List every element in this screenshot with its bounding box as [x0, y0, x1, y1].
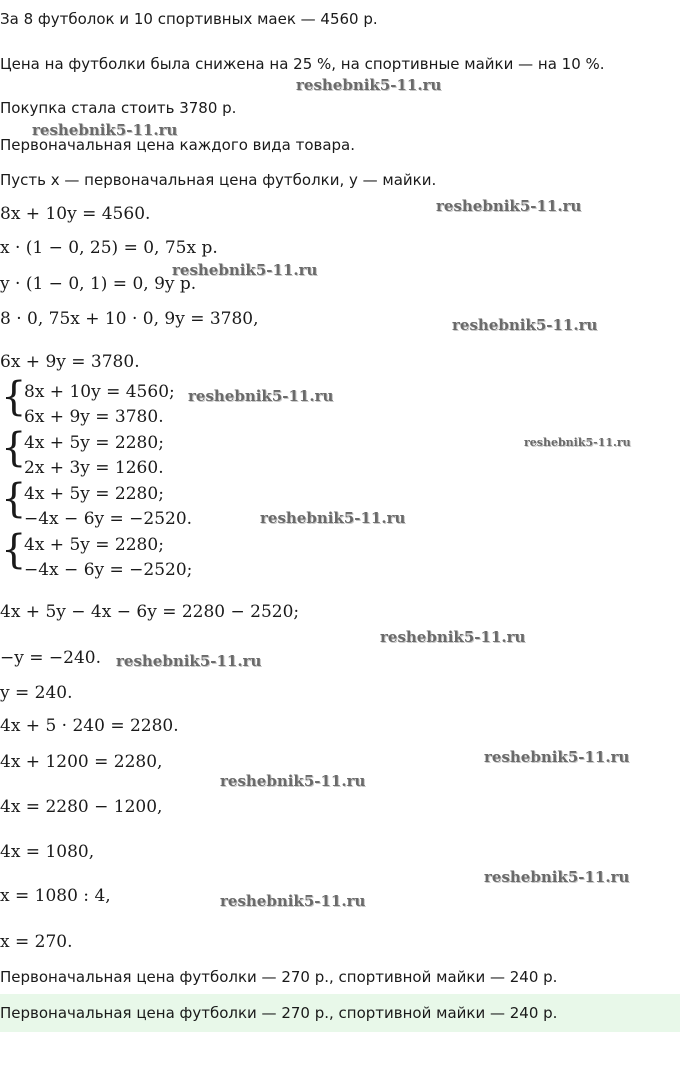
- answer-box: [0, 994, 680, 1032]
- equation-step: x = 1080 : 4,: [0, 886, 111, 906]
- equation-step: 4x + 1200 = 2280,: [0, 752, 163, 772]
- equation-step: y = 240.: [0, 683, 73, 703]
- equation-step: y · (1 − 0, 1) = 0, 9y р.: [0, 274, 197, 294]
- variable-definition: Пусть x — первоначальная цена футболки, y — майки.: [0, 171, 437, 189]
- watermark: reshebnik5-11.ru: [452, 316, 598, 334]
- watermark: reshebnik5-11.ru: [116, 652, 262, 670]
- watermark: reshebnik5-11.ru: [32, 121, 178, 139]
- equation-step: x = 270.: [0, 932, 73, 952]
- system-line: 2x + 3y = 1260.: [24, 458, 164, 478]
- watermark: reshebnik5-11.ru: [484, 748, 630, 766]
- watermark: reshebnik5-11.ru: [188, 387, 334, 405]
- answer-text: Первоначальная цена футболки — 270 р., спортивной майки — 240 р.: [0, 1004, 558, 1022]
- watermark: reshebnik5-11.ru: [436, 197, 582, 215]
- equation-step: x · (1 − 0, 25) = 0, 75x р.: [0, 238, 218, 258]
- watermark: reshebnik5-11.ru: [172, 261, 318, 279]
- equation-step: 4x + 5y − 4x − 6y = 2280 − 2520;: [0, 602, 300, 622]
- watermark: reshebnik5-11.ru: [380, 628, 526, 646]
- question-text: Первоначальная цена каждого вида товара.: [0, 136, 356, 154]
- watermark: reshebnik5-11.ru: [484, 868, 630, 886]
- system-brace: {: [1, 425, 27, 471]
- equation-step: −y = −240.: [0, 648, 101, 668]
- watermark: reshebnik5-11.ru: [296, 76, 442, 94]
- watermark: reshebnik5-11.ru: [220, 772, 366, 790]
- conclusion-text: Первоначальная цена футболки — 270 р., спортивной майки — 240 р.: [0, 968, 558, 986]
- system-line: −4x − 6y = −2520;: [24, 560, 193, 580]
- system-line: 4x + 5y = 2280;: [24, 433, 164, 453]
- system-line: 4x + 5y = 2280;: [24, 535, 164, 555]
- condition-text-2: Цена на футболки была снижена на 25 %, на спортивные майки — на 10 %.: [0, 55, 605, 73]
- condition-text-1: За 8 футболок и 10 спортивных маек — 4560 р.: [0, 10, 378, 28]
- watermark: reshebnik5-11.ru: [220, 892, 366, 910]
- system-line: 8x + 10y = 4560;: [24, 382, 175, 402]
- system-brace: {: [1, 476, 27, 522]
- equation-step: 4x + 5 · 240 = 2280.: [0, 716, 179, 736]
- system-brace: {: [1, 374, 27, 420]
- system-brace: {: [1, 527, 27, 573]
- equation-step: 6x + 9y = 3780.: [0, 352, 140, 372]
- watermark: reshebnik5-11.ru: [260, 509, 406, 527]
- equation-step: 8 · 0, 75x + 10 · 0, 9y = 3780,: [0, 309, 259, 329]
- system-line: −4x − 6y = −2520.: [24, 509, 193, 529]
- equation-step: 8x + 10y = 4560.: [0, 204, 151, 224]
- equation-step: 4x = 2280 − 1200,: [0, 797, 163, 817]
- system-line: 6x + 9y = 3780.: [24, 407, 164, 427]
- system-line: 4x + 5y = 2280;: [24, 484, 164, 504]
- condition-text-3: Покупка стала стоить 3780 р.: [0, 99, 237, 117]
- watermark: reshebnik5-11.ru: [524, 436, 631, 449]
- equation-step: 4x = 1080,: [0, 842, 95, 862]
